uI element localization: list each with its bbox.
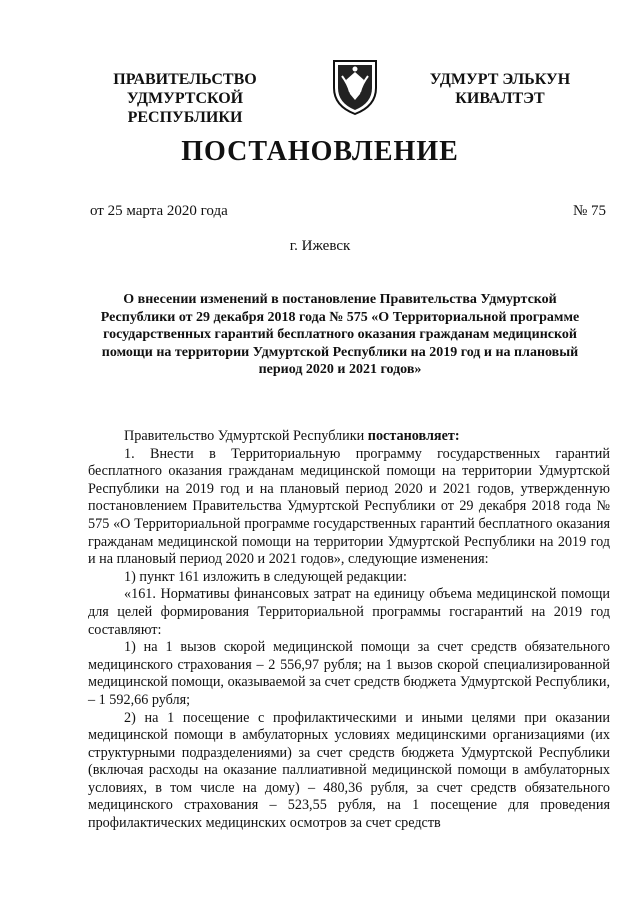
government-name-russian [70, 70, 300, 127]
intro-paragraph [88, 428, 610, 446]
body-paragraph: «161. Нормативы финансовых затрат на единицу объема медицинской помощи для целей формирования Территориальной программы госгарантий на 2019 год составляют: [88, 586, 610, 638]
coat-of-arms-icon [330, 58, 380, 116]
body-paragraph: 1) на 1 вызов скорой медицинской помощи за счет средств обязательного медицинского страхования – 2 556,97 рубля; на 1 вызов скорой специализированной медицинской помощи, оказываемой за счет средств бюджета Удмуртской Республики, – 1 592,66 рубля; [88, 639, 610, 708]
intro-text: Правительство Удмуртской Республики [124, 428, 368, 444]
intro-bold-verb: постановляет: [367, 428, 460, 444]
body-paragraph: 1. Внести в Территориальную программу государственных гарантий бесплатного оказания гражданам медицинской помощи на территории Удмуртской Республики на 2019 год и на плановый период 2020 и 2021 годов, утвержденную постановлением Правительства Удмуртской Республики от 29 декабря 2018 года № 575 «О Территориальной программе государственных гарантий бесплатного оказания гражданам медицинской помощи на территории Удмуртской Республики на 2019 год и на плановый период 2020 и 2021 годов», следующие изменения: [88, 445, 610, 568]
document-date: от 25 марта 2020 года [90, 203, 228, 219]
document-city: г. Ижевск [289, 238, 351, 254]
document-title: ПОСТАНОВЛЕНИЕ [181, 136, 459, 167]
document-body [88, 428, 610, 833]
government-name-udmurt-line1: УДМУРТ ЭЛЬКУН [429, 71, 571, 88]
government-name-line1: ПРАВИТЕЛЬСТВО [113, 71, 257, 88]
government-name-udmurt [400, 70, 600, 108]
government-name-udmurt-line2: КИВАЛТЭТ [455, 90, 545, 107]
body-paragraph: 2) на 1 посещение с профилактическими и иными целями при оказании медицинской помощи в амбулаторных условиях медицинскими организациями (их структурными подразделениями) за счет средств бюджета Удмуртской Республики (включая расходы на оказание паллиативной медицинской помощи в амбулаторных условиях, в том числе на дому) – 480,36 рубля, за счет средств обязательного медицинского страхования – 523,55 рубля, на 1 посещение для проведения профилактических медицинских осмотров за счет средств [88, 709, 610, 832]
document-number: № 75 [572, 203, 606, 219]
document-subject: О внесении изменений в постановление Правительства Удмуртской Республики от 29 декабря 2018 года № 575 «О Территориальной программе государственных гарантий бесплатного оказания гражданам медицинской помощи на территории Удмуртской Республики на 2019 год и на плановый период 2020 и 2021 годов» [100, 292, 580, 377]
government-name-line2: УДМУРТСКОЙ РЕСПУБЛИКИ [126, 90, 244, 126]
body-paragraph: 1) пункт 161 изложить в следующей редакции: [124, 568, 407, 585]
